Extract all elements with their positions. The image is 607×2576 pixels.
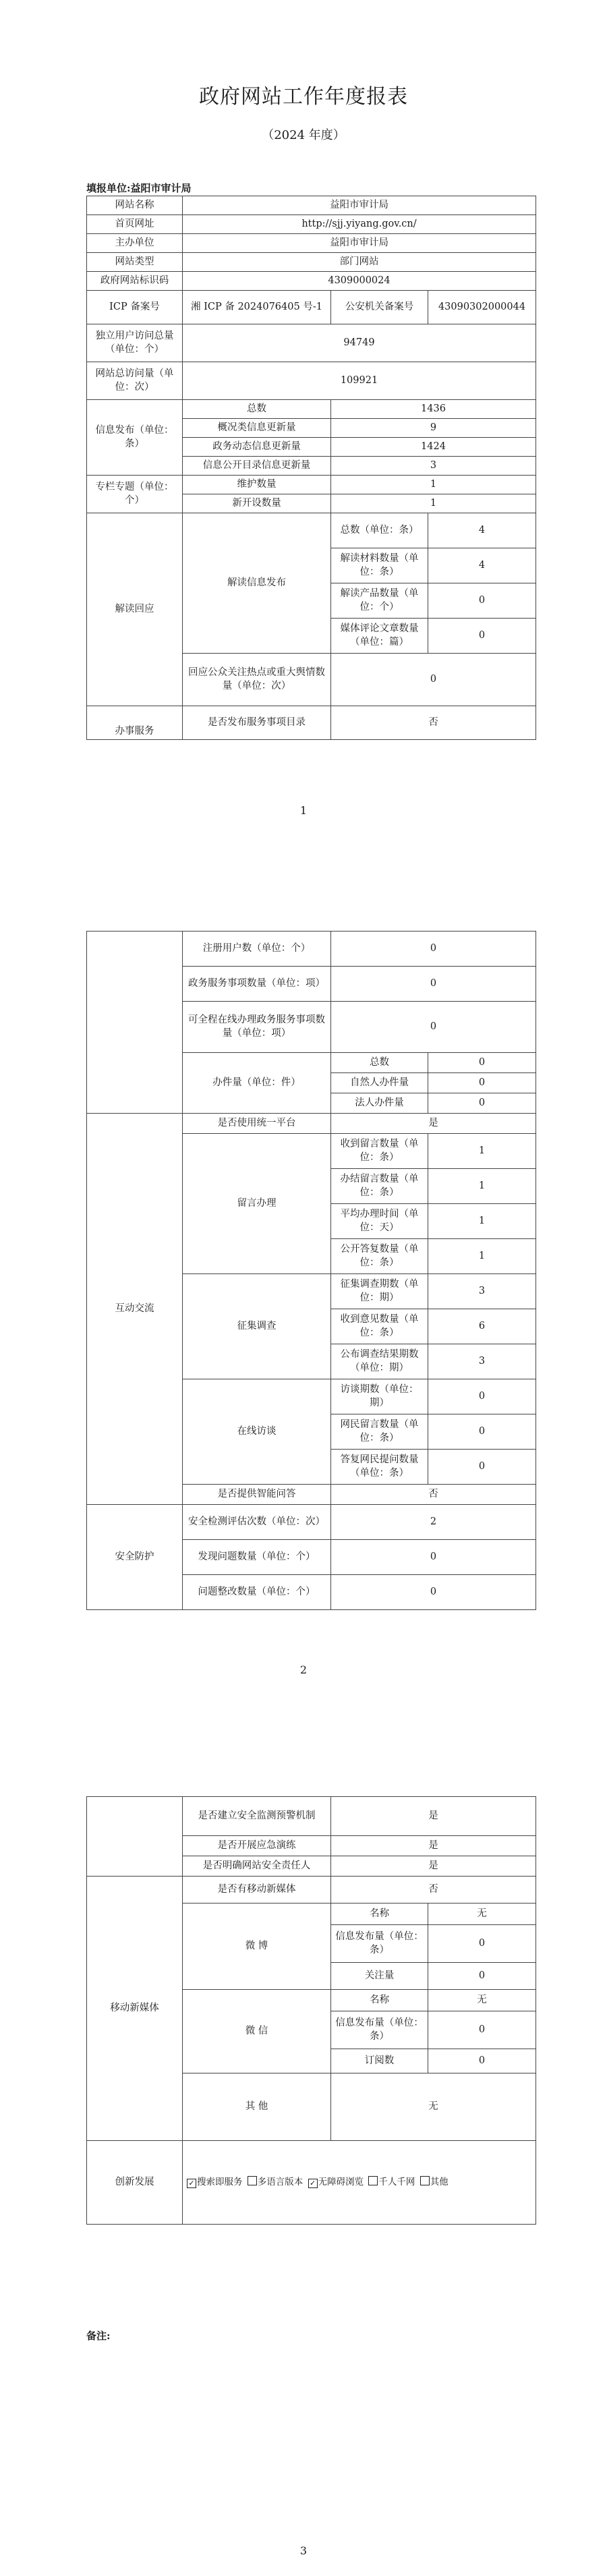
field-label: 解读材料数量（单位：条） bbox=[331, 548, 428, 583]
field-value: 0 bbox=[331, 654, 536, 706]
field-value: 1 bbox=[331, 494, 536, 513]
sub-group-label: 解读信息发布 bbox=[183, 513, 331, 654]
sub-group-label: 留言办理 bbox=[183, 1134, 331, 1274]
field-value: 2 bbox=[331, 1505, 536, 1540]
field-label: 关注量 bbox=[331, 1963, 428, 1990]
sub-group-label: 微 博 bbox=[183, 1904, 331, 1990]
field-value: 0 bbox=[428, 2049, 536, 2073]
field-label: 解读产品数量（单位：个） bbox=[331, 583, 428, 619]
page-number: 3 bbox=[299, 2544, 308, 2557]
remarks-label: 备注: bbox=[86, 2330, 111, 2342]
field-value: 0 bbox=[428, 1379, 536, 1414]
group-label: 办事服务 bbox=[87, 706, 183, 740]
page-number: 2 bbox=[299, 1663, 308, 1676]
field-label: 公开答复数量（单位：条） bbox=[331, 1239, 428, 1274]
field-label: 首页网址 bbox=[87, 215, 183, 234]
option-label: 搜索即服务 bbox=[197, 2177, 243, 2188]
field-label: 是否发布服务事项目录 bbox=[183, 706, 331, 740]
field-label: 媒体评论文章数量（单位：篇） bbox=[331, 619, 428, 654]
field-label: 订阅数 bbox=[331, 2049, 428, 2073]
field-value: 0 bbox=[428, 1053, 536, 1073]
field-label: 名称 bbox=[331, 1990, 428, 2011]
option-label: 千人千网 bbox=[378, 2177, 415, 2188]
table-row bbox=[87, 1505, 536, 1540]
sub-group-label: 微 信 bbox=[183, 1990, 331, 2073]
sub-group-label: 其 他 bbox=[183, 2073, 331, 2141]
field-label: 是否提供智能问答 bbox=[183, 1485, 331, 1505]
group-label: 解读回应 bbox=[87, 513, 183, 706]
table-row bbox=[87, 1114, 536, 1134]
field-value: 0 bbox=[428, 1450, 536, 1485]
field-value: 是 bbox=[331, 1836, 536, 1856]
field-label: 安全检测评估次数（单位：次） bbox=[183, 1505, 331, 1540]
field-label: 名称 bbox=[331, 1904, 428, 1925]
table-row bbox=[87, 706, 536, 740]
field-value: 1 bbox=[428, 1169, 536, 1204]
field-value: 无 bbox=[428, 1904, 536, 1925]
field-label: 网民留言数量（单位：条） bbox=[331, 1414, 428, 1450]
field-value: 1436 bbox=[331, 400, 536, 419]
table-row bbox=[87, 513, 536, 548]
table-row bbox=[87, 196, 536, 215]
field-value: 0 bbox=[331, 967, 536, 1002]
field-label: ICP 备案号 bbox=[87, 291, 183, 324]
field-value: 益阳市审计局 bbox=[183, 234, 536, 253]
field-value: 4309000024 bbox=[183, 272, 536, 291]
field-value: 43090302000044 bbox=[428, 291, 536, 324]
sub-group-label: 在线访谈 bbox=[183, 1379, 331, 1485]
field-value: 6 bbox=[428, 1309, 536, 1344]
field-label: 是否有移动新媒体 bbox=[183, 1877, 331, 1904]
checkbox-accessibility[interactable] bbox=[308, 2179, 318, 2188]
field-label: 总数 bbox=[331, 1053, 428, 1073]
checkbox-search[interactable] bbox=[187, 2179, 196, 2188]
field-label: 收到意见数量（单位：条） bbox=[331, 1309, 428, 1344]
field-value: 是 bbox=[331, 1114, 536, 1134]
field-value: 1424 bbox=[331, 438, 536, 457]
report-table-2 bbox=[86, 931, 536, 1610]
field-value: 9 bbox=[331, 419, 536, 438]
filler-unit: 填报单位:益阳市审计局 bbox=[86, 182, 192, 194]
option-label: 其他 bbox=[430, 2177, 449, 2188]
field-value: 0 bbox=[331, 1540, 536, 1575]
field-value: 否 bbox=[331, 706, 536, 740]
field-value: 4 bbox=[428, 513, 536, 548]
checkbox-other[interactable] bbox=[420, 2176, 430, 2185]
group-label: 信息发布（单位：条） bbox=[87, 400, 183, 476]
report-year: （2024 年度） bbox=[262, 128, 345, 142]
field-label: 注册用户数（单位：个） bbox=[183, 932, 331, 967]
field-label: 公安机关备案号 bbox=[331, 291, 428, 324]
table-row bbox=[87, 291, 536, 324]
table-row bbox=[87, 932, 536, 967]
field-label: 办结留言数量（单位：条） bbox=[331, 1169, 428, 1204]
field-label: 问题整改数量（单位：个） bbox=[183, 1575, 331, 1610]
field-value: http://sjj.yiyang.gov.cn/ bbox=[183, 215, 536, 234]
field-label: 法人办件量 bbox=[331, 1093, 428, 1114]
field-value: 0 bbox=[331, 932, 536, 967]
field-value: 1 bbox=[428, 1239, 536, 1274]
field-label: 可全程在线办理政务服务事项数量（单位：项） bbox=[183, 1002, 331, 1053]
field-label: 网站总访问量（单位：次） bbox=[87, 362, 183, 400]
field-label: 征集调查期数（单位：期） bbox=[331, 1274, 428, 1309]
field-value: 是 bbox=[331, 1856, 536, 1877]
page-2 bbox=[0, 836, 607, 1686]
field-value: 益阳市审计局 bbox=[183, 196, 536, 215]
field-value: 0 bbox=[428, 1925, 536, 1963]
field-label: 主办单位 bbox=[87, 234, 183, 253]
field-label: 访谈期数（单位：期） bbox=[331, 1379, 428, 1414]
field-label: 回应公众关注热点或重大舆情数量（单位：次） bbox=[183, 654, 331, 706]
field-value: 0 bbox=[428, 1963, 536, 1990]
field-value: 94749 bbox=[183, 324, 536, 362]
field-value: 0 bbox=[428, 619, 536, 654]
group-label: 移动新媒体 bbox=[87, 1877, 183, 2141]
field-value: 3 bbox=[331, 457, 536, 476]
field-label: 独立用户访问总量（单位：个） bbox=[87, 324, 183, 362]
group-label: 互动交流 bbox=[87, 1114, 183, 1505]
document-title: 政府网站工作年度报表 bbox=[199, 85, 408, 109]
field-label: 网站名称 bbox=[87, 196, 183, 215]
field-label: 政务服务事项数量（单位：项） bbox=[183, 967, 331, 1002]
table-row bbox=[87, 362, 536, 400]
field-label: 总数（单位：条） bbox=[331, 513, 428, 548]
sub-group-label: 办件量（单位：件） bbox=[183, 1053, 331, 1114]
field-value: 1 bbox=[428, 1204, 536, 1239]
sub-group-label: 征集调查 bbox=[183, 1274, 331, 1379]
field-label: 政府网站标识码 bbox=[87, 272, 183, 291]
field-value: 是 bbox=[331, 1797, 536, 1836]
field-value: 0 bbox=[428, 1093, 536, 1114]
table-row bbox=[87, 324, 536, 362]
field-value: 部门网站 bbox=[183, 253, 536, 272]
group-label: 创新发展 bbox=[87, 2141, 183, 2225]
field-value: 0 bbox=[331, 1002, 536, 1053]
field-value: 4 bbox=[428, 548, 536, 583]
field-value: 109921 bbox=[183, 362, 536, 400]
page-3 bbox=[0, 1686, 607, 2576]
field-label: 自然人办件量 bbox=[331, 1073, 428, 1093]
table-row bbox=[87, 272, 536, 291]
field-label: 信息公开目录信息更新量 bbox=[183, 457, 331, 476]
option-label: 多语言版本 bbox=[257, 2177, 304, 2188]
checkbox-personalized[interactable] bbox=[368, 2176, 378, 2185]
field-label: 新开设数量 bbox=[183, 494, 331, 513]
table-row bbox=[87, 1797, 536, 1836]
field-value: 1 bbox=[331, 476, 536, 494]
field-label: 信息发布量（单位：条） bbox=[331, 1925, 428, 1963]
field-label: 总数 bbox=[183, 400, 331, 419]
option-label: 无障碍浏览 bbox=[318, 2177, 364, 2188]
page-1 bbox=[0, 0, 607, 836]
field-label: 政务动态信息更新量 bbox=[183, 438, 331, 457]
field-label: 信息发布量（单位：条） bbox=[331, 2011, 428, 2049]
field-label: 概况类信息更新量 bbox=[183, 419, 331, 438]
table-row bbox=[87, 2141, 536, 2225]
field-label: 发现问题数量（单位：个） bbox=[183, 1540, 331, 1575]
field-value: 无 bbox=[428, 1990, 536, 2011]
table-row bbox=[87, 476, 536, 494]
field-label: 网站类型 bbox=[87, 253, 183, 272]
field-label: 收到留言数量（单位：条） bbox=[331, 1134, 428, 1169]
group-label bbox=[87, 1797, 183, 1877]
field-label: 是否使用统一平台 bbox=[183, 1114, 331, 1134]
field-value: 0 bbox=[331, 1575, 536, 1610]
table-row bbox=[87, 215, 536, 234]
table-row bbox=[87, 234, 536, 253]
field-value: 否 bbox=[331, 1485, 536, 1505]
field-value: 否 bbox=[331, 1877, 536, 1904]
table-row bbox=[87, 400, 536, 419]
field-label: 平均办理时间（单位：天） bbox=[331, 1204, 428, 1239]
innovation-options bbox=[183, 2141, 536, 2225]
field-value: 0 bbox=[428, 583, 536, 619]
field-value: 0 bbox=[428, 1414, 536, 1450]
field-label: 维护数量 bbox=[183, 476, 331, 494]
field-value: 3 bbox=[428, 1274, 536, 1309]
field-value: 0 bbox=[428, 2011, 536, 2049]
field-value: 湘 ICP 备 2024076405 号-1 bbox=[183, 291, 331, 324]
field-label: 是否开展应急演练 bbox=[183, 1836, 331, 1856]
table-row bbox=[87, 253, 536, 272]
page-number: 1 bbox=[299, 804, 308, 817]
group-label bbox=[87, 932, 183, 1114]
field-label: 是否明确网站安全责任人 bbox=[183, 1856, 331, 1877]
checkbox-multilang[interactable] bbox=[248, 2176, 257, 2185]
report-table-1 bbox=[86, 196, 536, 740]
field-value: 0 bbox=[428, 1073, 536, 1093]
field-label: 公布调查结果期数（单位：期） bbox=[331, 1344, 428, 1379]
group-label: 专栏专题（单位：个） bbox=[87, 476, 183, 513]
table-row bbox=[87, 1877, 536, 1904]
group-label: 安全防护 bbox=[87, 1505, 183, 1610]
field-label: 答复网民提问数量（单位：条） bbox=[331, 1450, 428, 1485]
field-value: 3 bbox=[428, 1344, 536, 1379]
field-label: 是否建立安全监测预警机制 bbox=[183, 1797, 331, 1836]
field-value: 1 bbox=[428, 1134, 536, 1169]
field-value: 无 bbox=[331, 2073, 536, 2141]
report-table-3 bbox=[86, 1796, 536, 2225]
